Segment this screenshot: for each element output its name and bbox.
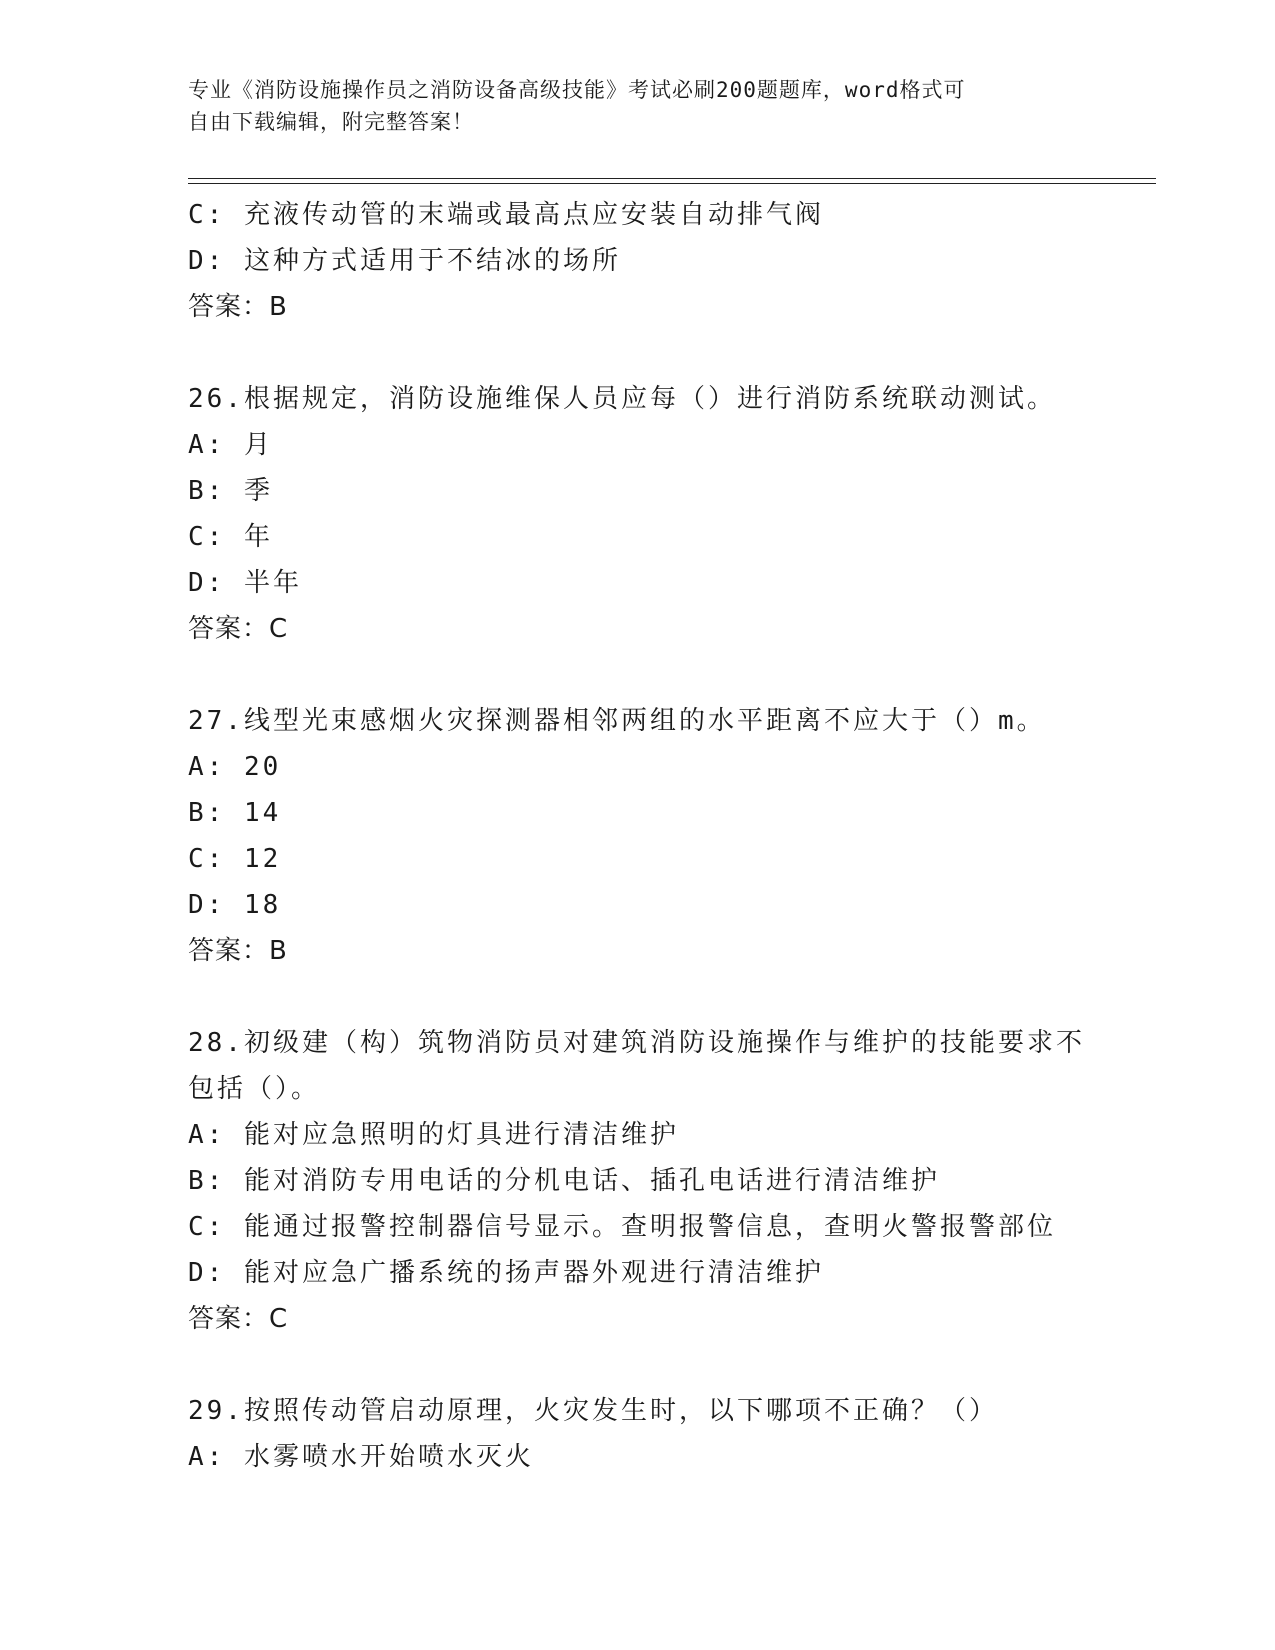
option-a: A: 能对应急照明的灯具进行清洁维护 [188, 1120, 679, 1150]
option-d: D: 18 [188, 890, 282, 920]
option-a: A: 20 [188, 752, 282, 782]
header-divider-bottom [188, 183, 1156, 184]
question-28 [188, 1020, 1088, 1342]
option-b: B: 季 [188, 476, 273, 506]
option-c: C: 充液传动管的末端或最高点应安装自动排气阀 [188, 200, 824, 230]
spacer [188, 330, 1088, 376]
answer: 答案：B [188, 936, 288, 966]
option-b: B: 14 [188, 798, 282, 828]
spacer [188, 974, 1088, 1020]
question-stem: 27.线型光束感烟火灾探测器相邻两组的水平距离不应大于（）m。 [188, 706, 1046, 736]
option-c: C: 能通过报警控制器信号显示。查明报警信息，查明火警报警部位 [188, 1212, 1056, 1242]
option-d: D: 这种方式适用于不结冰的场所 [188, 246, 621, 276]
answer: 答案：B [188, 292, 288, 322]
option-c: C: 12 [188, 844, 282, 874]
spacer [188, 1342, 1088, 1388]
question-25-continuation [188, 192, 1088, 330]
option-d: D: 能对应急广播系统的扬声器外观进行清洁维护 [188, 1258, 824, 1288]
option-b: B: 能对消防专用电话的分机电话、插孔电话进行清洁维护 [188, 1166, 940, 1196]
spacer [188, 652, 1088, 698]
option-c: C: 年 [188, 522, 273, 552]
option-a: A: 水雾喷水开始喷水灭火 [188, 1442, 534, 1472]
question-list [188, 192, 1088, 1480]
question-stem: 29.按照传动管启动原理，火灾发生时，以下哪项不正确？（） [188, 1396, 998, 1426]
option-a: A: 月 [188, 430, 273, 460]
answer: 答案：C [188, 614, 289, 644]
header-line-1: 专业《消防设施操作员之消防设备高级技能》考试必刷200题题库，word格式可 [188, 78, 966, 102]
question-stem: 26.根据规定，消防设施维保人员应每（）进行消防系统联动测试。 [188, 384, 1056, 414]
question-stem-line-2: 包括（）。 [188, 1074, 321, 1104]
answer: 答案：C [188, 1304, 289, 1334]
question-stem-line-1: 28.初级建（构）筑物消防员对建筑消防设施操作与维护的技能要求不 [188, 1028, 1085, 1058]
question-29 [188, 1388, 1088, 1480]
question-27 [188, 698, 1088, 974]
header-line-2: 自由下载编辑，附完整答案！ [188, 110, 474, 134]
document-header [188, 74, 1068, 138]
option-d: D: 半年 [188, 568, 302, 598]
question-26 [188, 376, 1088, 652]
header-divider-top [188, 178, 1156, 179]
